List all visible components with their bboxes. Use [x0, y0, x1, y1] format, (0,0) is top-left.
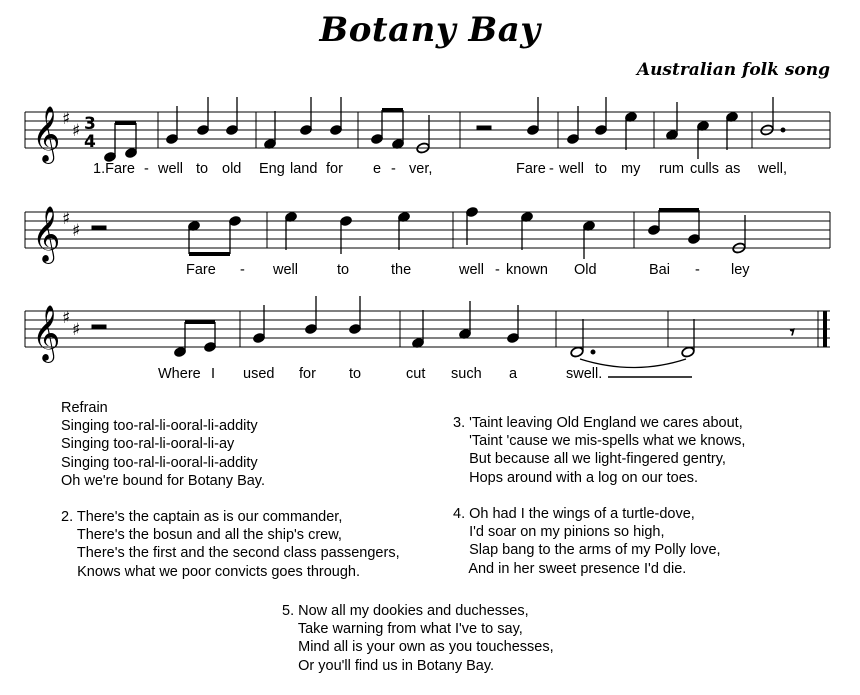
composer-credit: Australian folk song [636, 60, 830, 80]
lyric-hyphen: - [549, 161, 554, 177]
sharp-icon: ♯ [72, 320, 81, 340]
lyric-syllable: used [243, 366, 275, 382]
verse-2: 2. There's the captain as is our commander, There's the bosun and all the ship's crew, There's the first and the second class passengers, Knows what we poor convicts goes through. [61, 509, 400, 580]
lyric-syllable: Bai [649, 262, 670, 278]
lyric-syllable: old [222, 161, 242, 177]
eighth-rest-icon: 𝄾 [790, 322, 795, 343]
lyric-syllable: land [290, 161, 318, 177]
staff-system-2 [25, 206, 830, 264]
sharp-icon: ♯ [62, 109, 71, 129]
lyric-syllable: for [299, 366, 316, 382]
lyric-syllable: Fare [516, 161, 546, 177]
lyric-syllable: the [391, 262, 412, 278]
sharp-icon: ♯ [72, 221, 81, 241]
lyric-syllable: cut [406, 366, 426, 382]
sharp-icon: ♯ [72, 121, 81, 141]
lyric-syllable: rum [659, 161, 684, 177]
lyric-syllable: well [559, 161, 584, 177]
lyric-hyphen: - [240, 262, 245, 278]
refrain-text: Refrain Singing too-ral-li-ooral-li-addity Singing too-ral-li-ooral-li-ay Singing too-ral-li-ooral-li-addity Oh we're bound for Botany Bay. [61, 400, 266, 489]
lyric-syllable: culls [690, 161, 720, 177]
lyric-syllable: to [337, 262, 350, 278]
lyric-hyphen: - [144, 161, 149, 177]
treble-clef-icon: 𝄞 [32, 305, 61, 361]
lyric-hyphen: - [391, 161, 396, 177]
lyric-syllable: Old [574, 262, 597, 278]
treble-clef-icon: 𝄞 [32, 106, 61, 162]
staff-system-3 [25, 296, 830, 377]
lyric-syllable: such [451, 366, 482, 382]
sharp-icon: ♯ [62, 308, 71, 328]
lyric-syllable: I [211, 366, 216, 382]
lyric-syllable: e [373, 161, 382, 177]
lyric-syllable: well, [758, 161, 788, 177]
lyric-hyphen: - [695, 262, 700, 278]
staff-system-1 [25, 97, 830, 164]
time-sig-top: 3 [84, 114, 96, 134]
song-title: Botany Bay [319, 10, 541, 50]
time-sig-bottom: 4 [84, 132, 96, 152]
lyric-syllable: to [196, 161, 209, 177]
lyric-syllable: well [273, 262, 298, 278]
lyric-syllable: my [621, 161, 641, 177]
lyric-syllable: 1.Fare [93, 161, 135, 177]
lyric-syllable: for [326, 161, 343, 177]
verse-5: 5. Now all my dookies and duchesses, Take warning from what I've to say, Mind all is your own as you touchesses, Or you'll find us in Botany Bay. [282, 603, 554, 674]
treble-clef-icon: 𝄞 [32, 206, 61, 262]
lyric-syllable: Where [158, 366, 201, 382]
lyric-syllable: to [349, 366, 362, 382]
lyric-syllable: well [158, 161, 183, 177]
lyric-hyphen: - [495, 262, 500, 278]
lyric-syllable: Eng [259, 161, 285, 177]
lyric-syllable: swell. [566, 366, 603, 382]
lyric-syllable: to [595, 161, 608, 177]
lyric-syllable: Fare [186, 262, 216, 278]
notes-system-3 [92, 296, 795, 377]
verse-3: 3. 'Taint leaving Old England we cares about, 'Taint 'cause we mis-spells what we knows, But because all we light-fingered gentry, Hops around with a log on our toes. [453, 415, 746, 486]
lyric-syllable: well [459, 262, 484, 278]
lyric-syllable: known [506, 262, 548, 278]
lyric-syllable: ver, [409, 161, 433, 177]
lyric-syllable: as [725, 161, 741, 177]
lyric-syllable: ley [731, 262, 750, 278]
verse-4: 4. Oh had I the wings of a turtle-dove, I'd soar on my pinions so high, Slap bang to the arms of my Polly love, And in her sweet presence I'd die. [453, 506, 721, 577]
sharp-icon: ♯ [62, 209, 71, 229]
lyric-syllable: a [509, 366, 518, 382]
notes-system-2 [92, 206, 746, 259]
